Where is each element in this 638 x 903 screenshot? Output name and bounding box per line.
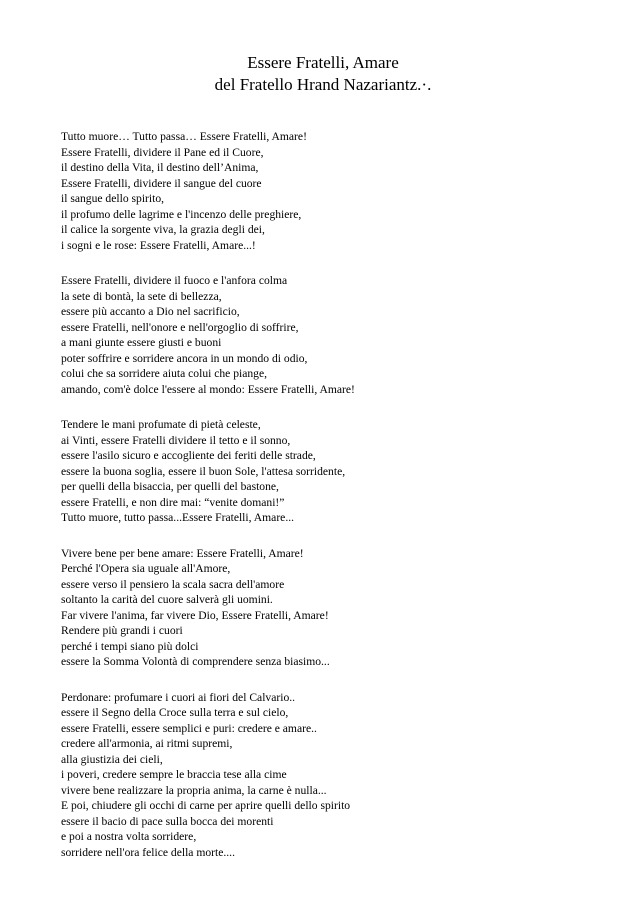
poem-line: a mani giunte essere giusti e buoni	[61, 336, 222, 349]
poem-line: essere il bacio di pace sulla bocca dei morenti	[61, 814, 274, 828]
poem-line: sorridere nell'ora felice della morte....	[61, 845, 235, 859]
poem-line: Perdonare: profumare i cuori ai fiori del Calvario..	[61, 690, 296, 704]
poem-line: il profumo delle lagrime e l'incenzo delle preghiere,	[61, 207, 302, 221]
poem-line: poter soffrire e sorridere ancora in un mondo di odio,	[61, 351, 308, 365]
poem-line: Essere Fratelli, dividere il Pane ed il Cuore,	[61, 145, 264, 159]
poem-line: E poi, chiudere gli occhi di carne per aprire quelli dello spirito	[61, 799, 351, 812]
poem-line: il sangue dello spirito,	[61, 192, 165, 205]
poem-line: perché i tempi siano più dolci	[61, 639, 199, 653]
poem-line: essere più accanto a Dio nel sacrificio,	[61, 305, 240, 318]
poem-line: Tutto muore… Tutto passa… Essere Fratelli, Amare!	[61, 130, 307, 143]
poem-line: la sete di bontà, la sete di bellezza,	[61, 289, 222, 303]
poem-line: Tendere le mani profumate di pietà celeste,	[61, 418, 261, 431]
document-title	[0, 52, 638, 96]
poem-line: amando, com'è dolce l'essere al mondo: Essere Fratelli, Amare!	[61, 382, 355, 396]
poem-line: Far vivere l'anima, far vivere Dio, Essere Fratelli, Amare!	[61, 608, 329, 622]
poem-line: essere la buona soglia, essere il buon Sole, l'attesa sorridente,	[61, 464, 346, 478]
poem-line: i sogni e le rose: Essere Fratelli, Amare...!	[61, 238, 256, 252]
poem-line: i poveri, credere sempre le braccia tese alla cime	[61, 768, 287, 781]
poem-line: essere Fratelli, nell'onore e nell'orgoglio di soffrire,	[61, 320, 299, 334]
poem-line: essere l'asilo sicuro e accogliente dei feriti delle strade,	[61, 449, 316, 462]
poem-line: il calice la sorgente viva, la grazia degli dei,	[61, 223, 265, 236]
title-line-2: del Fratello Hrand Nazariantz.·.	[214, 75, 432, 94]
poem-body	[61, 129, 621, 880]
poem-line: essere il Segno della Croce sulla terra e sul cielo,	[61, 706, 289, 719]
poem-line: vivere bene realizzare la propria anima, la carne è nulla...	[61, 783, 327, 797]
poem-line: Perché l'Opera sia uguale all'Amore,	[61, 562, 231, 575]
poem-line: per quelli della bisaccia, per quelli del bastone,	[61, 480, 279, 493]
poem-line: credere all'armonia, ai ritmi supremi,	[61, 737, 233, 750]
poem-line: soltanto la carità del cuore salverà gli uomini.	[61, 593, 273, 606]
poem-line: essere Fratelli, essere semplici e puri: credere e amare..	[61, 721, 317, 735]
stanza-5	[61, 690, 621, 861]
stanza-1	[61, 129, 621, 253]
stanza-4	[61, 546, 621, 670]
title-line-1: Essere Fratelli, Amare	[247, 53, 399, 72]
poem-line: Tutto muore, tutto passa...Essere Fratelli, Amare...	[61, 511, 295, 524]
poem-line: alla giustizia dei cieli,	[61, 752, 163, 766]
stanza-2	[61, 273, 621, 397]
poem-line: Essere Fratelli, dividere il fuoco e l'anfora colma	[61, 274, 288, 287]
poem-line: e poi a nostra volta sorridere,	[61, 830, 197, 843]
poem-line: Rendere più grandi i cuori	[61, 624, 183, 637]
poem-line: essere Fratelli, e non dire mai: “venite domani!”	[61, 495, 285, 509]
poem-line: essere la Somma Volontà di comprendere senza biasimo...	[61, 655, 330, 668]
stanza-3	[61, 417, 621, 526]
poem-line: colui che sa sorridere aiuta colui che piange,	[61, 367, 268, 380]
poem-line: il destino della Vita, il destino dell’Anima,	[61, 161, 259, 174]
poem-line: ai Vinti, essere Fratelli dividere il tetto e il sonno,	[61, 433, 291, 447]
poem-line: Essere Fratelli, dividere il sangue del cuore	[61, 176, 262, 190]
poem-line: essere verso il pensiero la scala sacra dell'amore	[61, 577, 285, 591]
poem-line: Vivere bene per bene amare: Essere Fratelli, Amare!	[61, 546, 304, 560]
